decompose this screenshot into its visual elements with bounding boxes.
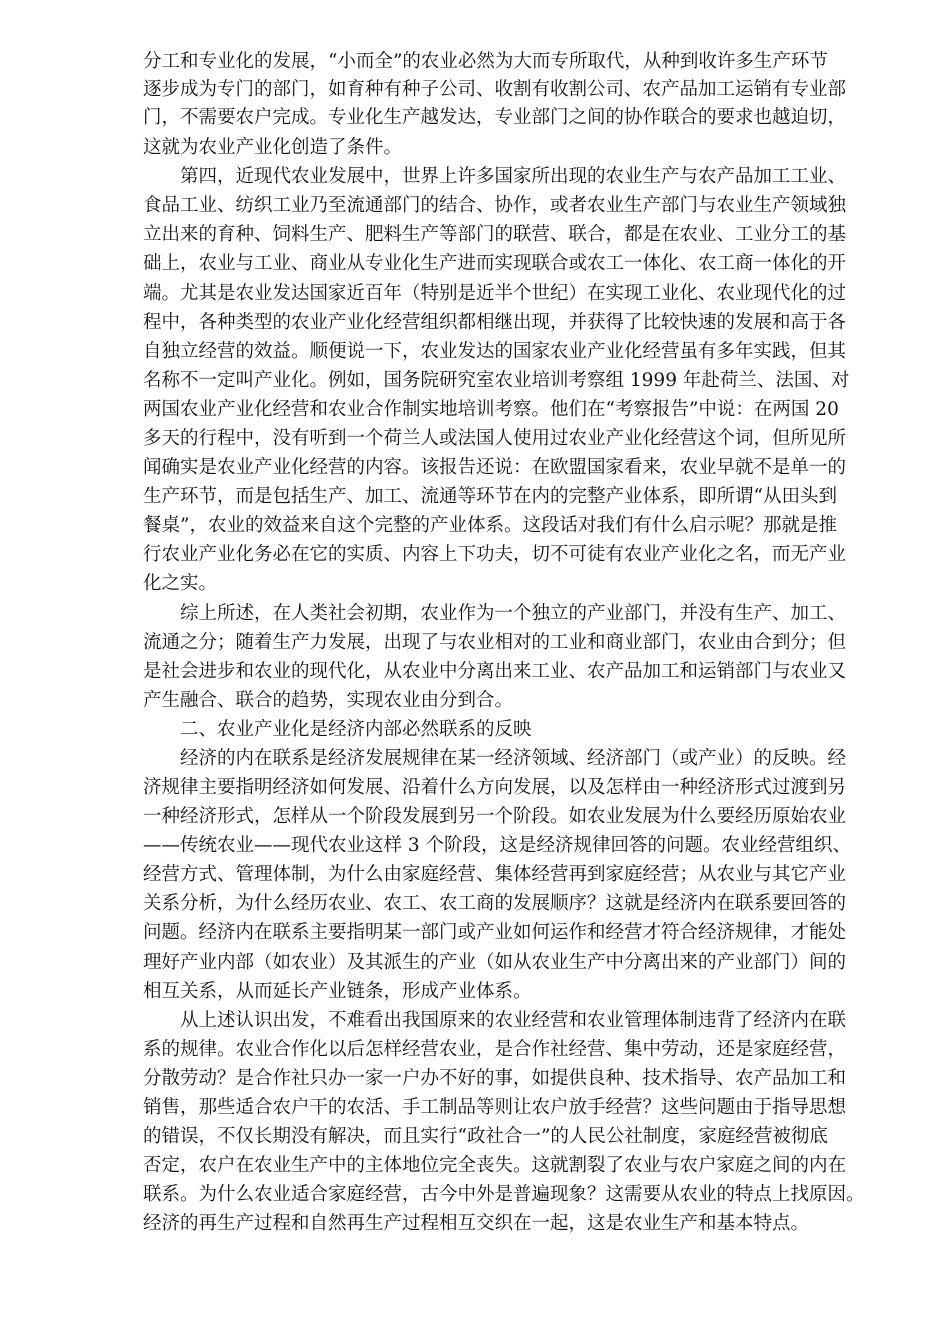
text-line: 化之实。 (143, 573, 218, 594)
text-line: 端。尤其是农业发达国家近百年（特别是近半个世纪）在实现工业化、农业现代化的过 (143, 283, 847, 304)
text-line: 生产环节，而是包括生产、加工、流通等环节在内的完整产业体系，即所谓“从田头到 (143, 486, 837, 507)
text-line: ——传统农业——现代农业这样 3 个阶段，这是经济规律回答的问题。农业经营组织、 (143, 835, 852, 856)
text-line: 一种经济形式，怎样从一个阶段发展到另一个阶段。如农业发展为什么要经历原始农业 (143, 806, 847, 827)
text-line: 系的规律。农业合作化以后怎样经营农业，是合作社经营、集中劳动，还是家庭经营， (143, 1039, 847, 1060)
text-line: 是社会进步和农业的现代化，从农业中分离出来工业、农产品加工和运销部门与农业又 (143, 661, 847, 682)
text-line: 问题。经济内在联系主要指明某一部门或产业如何运作和经营才符合经济规律，才能处 (143, 922, 847, 943)
text-line: 否定，农户在农业生产中的主体地位完全丧失。这就割裂了农业与农户家庭之间的内在 (143, 1155, 847, 1176)
text-line: 济规律主要指明经济如何发展、沿着什么方向发展，以及怎样由一种经济形式过渡到另 (143, 777, 847, 798)
text-line: 逐步成为专门的部门，如育种有种子公司、收割有收割公司、农产品加工运销有专业部 (143, 79, 847, 100)
text-line: 程中，各种类型的农业产业化经营组织都相继出现，并获得了比较快速的发展和高于各 (143, 312, 847, 333)
text-line: 分散劳动？是合作社只办一家一户办不好的事，如提供良种、技术指导、农产品加工和 (143, 1068, 847, 1089)
text-line: 餐桌”，农业的效益来自这个完整的产业体系。这段话对我们有什么启示呢？那就是推 (143, 515, 837, 536)
text-line: 相互关系，从而延长产业链条，形成产业体系。 (143, 981, 532, 1002)
text-line: 理好产业内部（如农业）及其派生的产业（如从农业生产中分离出来的产业部门）间的 (143, 952, 847, 973)
text-line: 础上，农业与工业、商业从专业化生产进而实现联合或农工一体化、农工商一体化的开 (143, 253, 847, 274)
paragraph-first-line: 第四，近现代农业发展中，世界上许多国家所出现的农业生产与农产品加工工业、 (180, 166, 847, 187)
text-line: 流通之分；随着生产力发展，出现了与农业相对的工业和商业部门，农业由合到分；但 (143, 632, 847, 653)
text-line: 两国农业产业化经营和农业合作制实地培训考察。他们在“考察报告”中说：在两国 20 (143, 399, 839, 420)
text-line: 销售，那些适合农户干的农活、手工制品等则让农户放手经营？这些问题由于指导思想 (143, 1097, 847, 1118)
text-line: 产生融合、联合的趋势，实现农业由分到合。 (143, 690, 514, 711)
text-line: 门，不需要农户完成。专业化生产越发达，专业部门之间的协作联合的要求也越迫切， (143, 107, 847, 128)
text-line: 关系分析，为什么经历农业、农工、农工商的发展顺序？这就是经济内在联系要回答的 (143, 893, 847, 914)
text-line: 多天的行程中，没有听到一个荷兰人或法国人使用过农业产业化经营这个词，但所见所 (143, 428, 847, 449)
text-line: 分工和专业化的发展，“小而全”的农业必然为大而专所取代，从种到收许多生产环节 (143, 51, 828, 72)
text-line: 食品工业、纺织工业乃至流通部门的结合、协作，或者农业生产部门与农业生产领域独 (143, 195, 847, 216)
text-line: 立出来的育种、饲料生产、肥料生产等部门的联营、联合，都是在农业、工业分工的基 (143, 224, 847, 245)
text-line: 经济的再生产过程和自然再生产过程相互交织在一起，这是农业生产和基本特点。 (143, 1213, 810, 1234)
text-line: 闻确实是农业产业化经营的内容。该报告还说：在欧盟国家看来，农业早就不是单一的 (143, 457, 847, 478)
text-line: 名称不一定叫产业化。例如，国务院研究室农业培训考察组 1999 年赴荷兰、法国、对 (143, 370, 850, 391)
text-line: 这就为农业产业化创造了条件。 (143, 137, 403, 158)
paragraph-first-line: 综上所述，在人类社会初期，农业作为一个独立的产业部门，并没有生产、加工、 (180, 603, 847, 624)
text-line: 经营方式、管理体制，为什么由家庭经营、集体经营再到家庭经营；从农业与其它产业 (143, 864, 847, 885)
text-line: 行农业产业化务必在它的实质、内容上下功夫，切不可徒有农业产业化之名，而无产业 (143, 544, 847, 565)
text-line: 的错误，不仅长期没有解决，而且实行“政社合一”的人民公社制度，家庭经营被彻底 (143, 1126, 828, 1147)
paragraph-first-line: 经济的内在联系是经济发展规律在某一经济领域、经济部门（或产业）的反映。经 (180, 748, 847, 769)
text-line: 联系。为什么农业适合家庭经营，古今中外是普遍现象？这需要从农业的特点上找原因。 (143, 1184, 865, 1205)
paragraph-first-line: 从上述认识出发，不难看出我国原来的农业经营和农业管理体制违背了经济内在联 (180, 1010, 847, 1031)
text-line: 自独立经营的效益。顺便说一下，农业发达的国家农业产业化经营虽有多年实践，但其 (143, 341, 847, 362)
section-heading: 二、农业产业化是经济内部必然联系的反映 (180, 719, 532, 740)
